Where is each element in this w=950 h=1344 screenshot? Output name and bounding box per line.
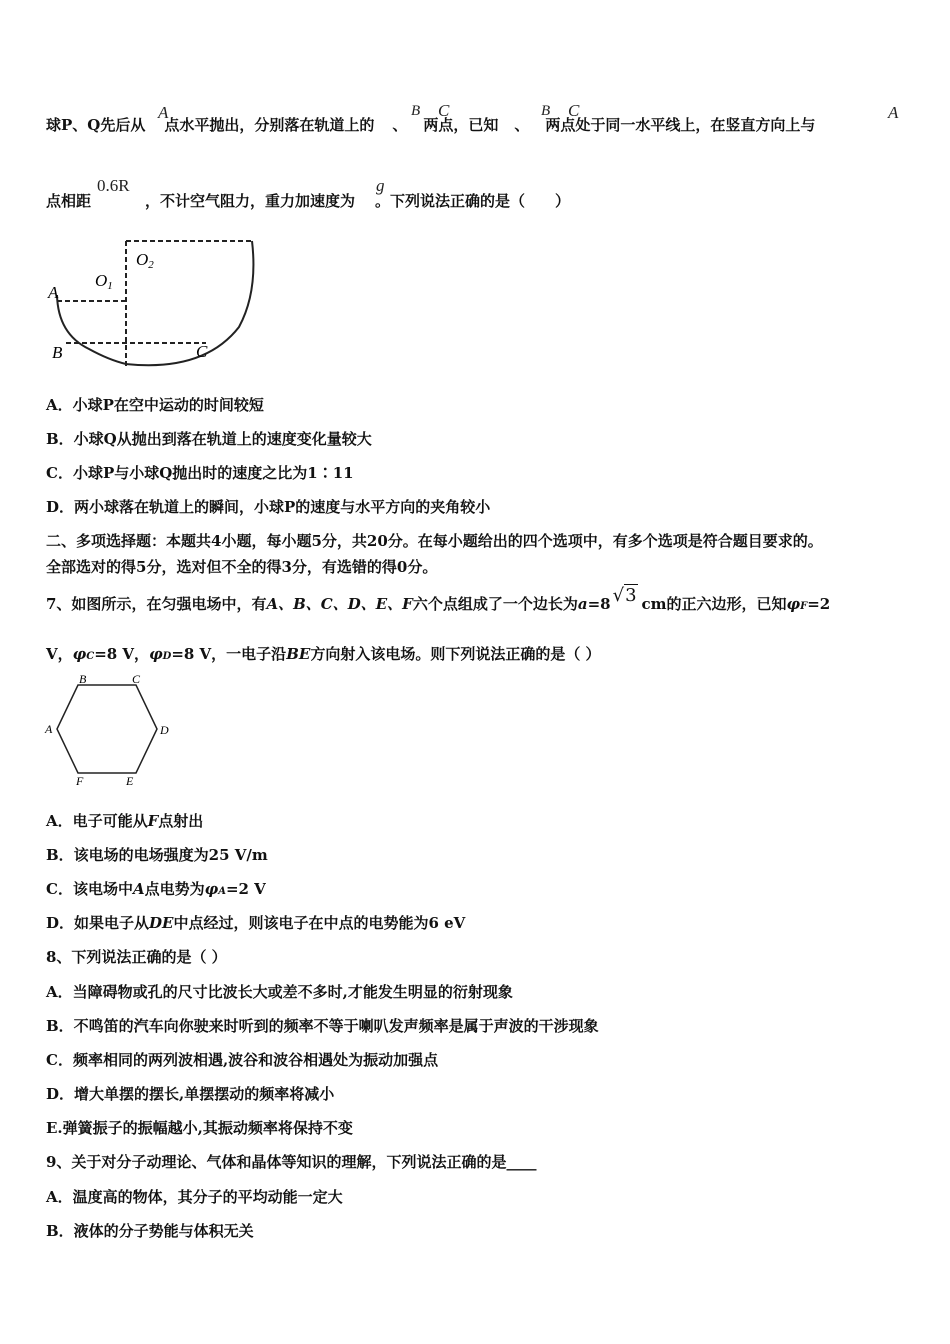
- hex-label-A: A: [45, 722, 53, 736]
- fig-label-O1: O1: [95, 271, 113, 292]
- q9-option-b: B．液体的分子势能与体积无关: [46, 1222, 254, 1240]
- q6-stem-line2: 点相距 ，不计空气阻力，重力加速度为 。下列说法正确的是（ ）: [46, 192, 571, 210]
- section2-scoring: 全部选对的得5分，选对但不全的得3分，有选错的得0分。: [46, 558, 438, 576]
- sqrt3: √3: [612, 585, 637, 606]
- var-C-2: C: [568, 101, 580, 120]
- hex-label-F: F: [76, 774, 84, 788]
- q6-stem-line1: 球P、Q先后从 点水平抛出，分别落在轨道上的 、 两点，已知 、 两点处于同一水平线上，在竖直方向上与: [46, 116, 816, 134]
- track-figure: [44, 232, 259, 372]
- q9-stem: 9、关于对分子动理论、气体和晶体等知识的理解，下列说法正确的是____: [46, 1153, 537, 1171]
- var-B-2: B: [541, 103, 551, 119]
- var-B: B: [411, 103, 421, 119]
- fig-label-B: B: [52, 343, 63, 362]
- q8-option-d: D．增大单摆的摆长,单摆摆动的频率将减小: [46, 1085, 335, 1103]
- q7-option-d: D．如果电子从DE中点经过，则该电子在中点的电势能为6 eV: [46, 914, 466, 932]
- var-C: C: [438, 101, 450, 120]
- var-0.6R: 0.6R: [97, 176, 130, 195]
- q7-option-b: B．该电场的电场强度为25 V/m: [46, 846, 268, 864]
- hex-label-C: C: [132, 672, 141, 686]
- q6-option-b: B．小球Q从抛出到落在轨道上的速度变化量较大: [46, 430, 372, 448]
- q8-stem: 8、下列说法正确的是（ ）: [46, 948, 227, 966]
- q8-option-b: B．不鸣笛的汽车向你驶来时听到的频率不等于喇叭发声频率是属于声波的干涉现象: [46, 1017, 599, 1035]
- fig-label-C: C: [196, 342, 208, 361]
- q7-stem-line1: 7、如图所示，在匀强电场中，有A、B、C、D、E、F六个点组成了一个边长为a=8 √3 cm的正六边形，已知φF=2: [46, 585, 831, 613]
- q6-option-a: A．小球P在空中运动的时间较短: [46, 396, 264, 414]
- fig-label-A: A: [48, 283, 59, 302]
- hexagon: [57, 685, 157, 773]
- var-A: A: [158, 103, 169, 122]
- fig-label-O2: O2: [136, 250, 154, 271]
- q9-option-a: A．温度高的物体，其分子的平均动能一定大: [46, 1188, 343, 1206]
- q8-option-e: E.弹簧振子的振幅越小,其振动频率将保持不变: [46, 1119, 353, 1137]
- var-A-2: A: [888, 103, 899, 122]
- hex-label-B: B: [79, 672, 87, 686]
- q8-option-c: C．频率相同的两列波相遇,波谷和波谷相遇处为振动加强点: [46, 1051, 439, 1069]
- track-arc-left: [57, 295, 126, 364]
- q6-option-c: C．小球P与小球Q抛出时的速度之比为1∶11: [46, 464, 354, 482]
- q7-stem-line2: V，φC=8 V，φD=8 V，一电子沿BE方向射入该电场。则下列说法正确的是（ ）: [46, 645, 601, 663]
- hex-label-D: D: [160, 723, 169, 737]
- q7-option-a: A．电子可能从F点射出: [46, 812, 204, 830]
- q6-option-d: D．两小球落在轨道上的瞬间，小球P的速度与水平方向的夹角较小: [46, 498, 491, 516]
- hex-label-E: E: [126, 774, 134, 788]
- q8-option-a: A．当障碍物或孔的尺寸比波长大或差不多时,才能发生明显的衍射现象: [46, 983, 513, 1001]
- var-g: g: [376, 176, 385, 195]
- hexagon-figure: [40, 670, 180, 792]
- section2-title: 二、多项选择题：本题共4小题，每小题5分，共20分。在每小题给出的四个选项中，有多个选项是符合题目要求的。: [46, 532, 823, 550]
- q7-option-c: C．该电场中A点电势为φA=2 V: [46, 880, 266, 898]
